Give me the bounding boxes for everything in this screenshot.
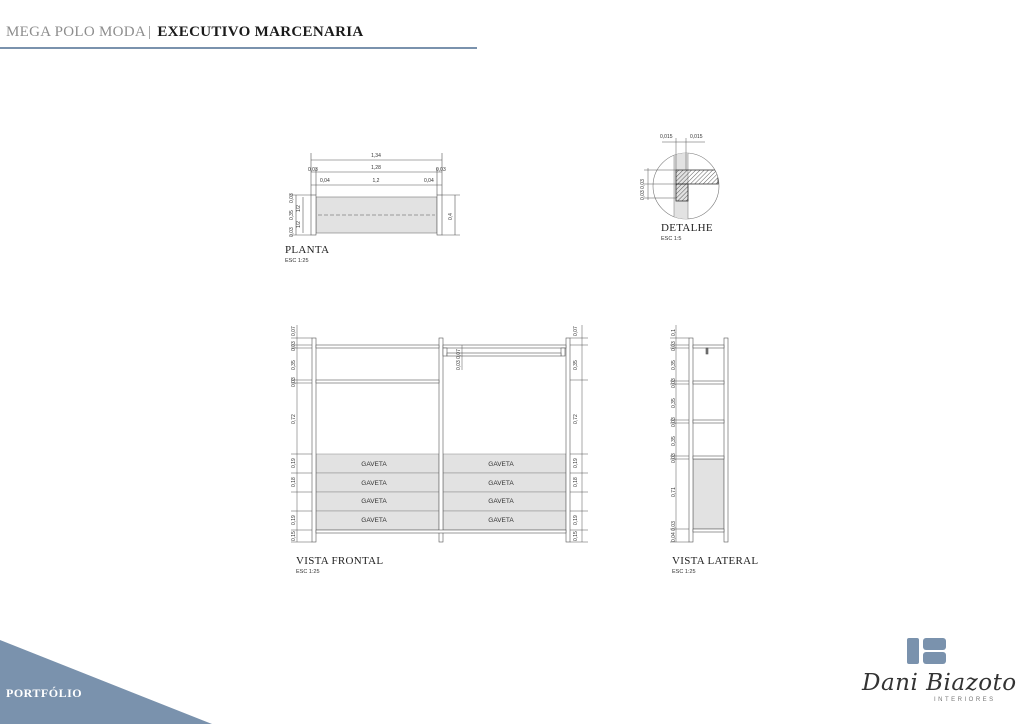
lateral-dim-2: 0,03 (671, 341, 677, 351)
detalhe-dim-left: 0,03 0,03 (640, 179, 646, 200)
planta-dim-center: 1,2 (372, 178, 380, 184)
frontal-dim-right-3: 0,72 (573, 414, 579, 424)
drawer-label-right-1: GAVETA (488, 461, 514, 468)
planta-dim-left-inner-2: 1/2 (296, 221, 302, 228)
detalhe-dim-top-2: 0,015 (690, 134, 703, 140)
vista-frontal-scale: ESC 1:25 (296, 569, 320, 575)
frontal-dim-left-2: 0,03 (291, 341, 297, 351)
vista-lateral-title: VISTA LATERAL (672, 555, 759, 567)
lateral-dim-6: 0,03 (671, 417, 677, 427)
vista-frontal-drawing (291, 325, 588, 542)
footer-wedge (0, 640, 212, 724)
planta-title: PLANTA (285, 244, 330, 256)
planta-dim-total: 1,34 (371, 153, 381, 159)
drawer-label-left-4: GAVETA (361, 517, 387, 524)
header-separator: | (148, 24, 152, 40)
drawer-label-left-3: GAVETA (361, 498, 387, 505)
detalhe-scale: ESC 1:5 (661, 236, 682, 242)
planta-dim-inner: 1,28 (371, 165, 381, 171)
lateral-dim-4: 0,03 (671, 378, 677, 388)
planta-dim-left-inner-1: 1/2 (296, 205, 302, 212)
lateral-dim-8: 0,03 (671, 453, 677, 463)
planta-dim-gap-right: 0,04 (424, 178, 434, 184)
planta-dim-side-left: 0,03 (308, 167, 318, 173)
client-name: MEGA POLO MODA (6, 24, 147, 40)
frontal-dim-right-7: 0,15 (573, 531, 579, 541)
frontal-dim-left-1: 0,07 (291, 326, 297, 336)
drawer-label-left-2: GAVETA (361, 480, 387, 487)
brand-subtitle: INTERIORES (934, 697, 996, 703)
frontal-dim-left-8: 0,19 (291, 515, 297, 525)
planta-dim-left-1: 0,03 (289, 193, 295, 203)
drawer-label-right-4: GAVETA (488, 517, 514, 524)
vista-lateral-drawing (670, 325, 728, 542)
lateral-dim-10: 0,04 0,03 (671, 521, 677, 542)
page-title: EXECUTIVO MARCENARIA (157, 24, 364, 40)
lateral-dim-5: 0,35 (671, 398, 677, 408)
vista-lateral-scale: ESC 1:25 (672, 569, 696, 575)
frontal-dim-left-4: 0,03 (291, 377, 297, 387)
planta-dim-right: 0,4 (448, 213, 454, 220)
frontal-dim-left-3: 0,35 (291, 360, 297, 370)
frontal-dim-left-7: 0,18 (291, 477, 297, 487)
lateral-dim-1: 0,1 (671, 329, 677, 336)
detalhe-dim-top-1: 0,015 (660, 134, 673, 140)
frontal-dim-left-9: 0,15 (291, 531, 297, 541)
brand-name: Dani Biazoto (862, 670, 1017, 696)
portfolio-label: PORTFÓLIO (6, 686, 83, 700)
frontal-dim-right-4: 0,19 (573, 458, 579, 468)
planta-dim-side-right: 0,03 (436, 167, 446, 173)
detalhe-title: DETALHE (661, 222, 713, 234)
lateral-dim-7: 0,35 (671, 436, 677, 446)
planta-dim-left-3: 0,03 (289, 227, 295, 237)
vista-frontal-title: VISTA FRONTAL (296, 555, 384, 567)
drawer-label-right-2: GAVETA (488, 480, 514, 487)
drawer-label-left-1: GAVETA (361, 461, 387, 468)
frontal-dim-right-1: 0,07 (573, 326, 579, 336)
drawer-label-right-3: GAVETA (488, 498, 514, 505)
lateral-dim-3: 0,35 (671, 360, 677, 370)
brand-logo-icon (907, 638, 946, 664)
lateral-dim-9: 0,71 (671, 487, 677, 497)
planta-dim-left-2: 0,35 (289, 210, 295, 220)
frontal-dim-left-5: 0,72 (291, 414, 297, 424)
frontal-dim-right-2: 0,35 (573, 360, 579, 370)
planta-scale: ESC 1:25 (285, 258, 309, 264)
frontal-dim-right-5: 0,18 (573, 477, 579, 487)
planta-dim-gap-left: 0,04 (320, 178, 330, 184)
frontal-dim-left-6: 0,19 (291, 458, 297, 468)
frontal-dim-right-6: 0,19 (573, 515, 579, 525)
frontal-dim-mid: 0,03 0,07 (456, 349, 462, 370)
detalhe-drawing (644, 138, 719, 225)
